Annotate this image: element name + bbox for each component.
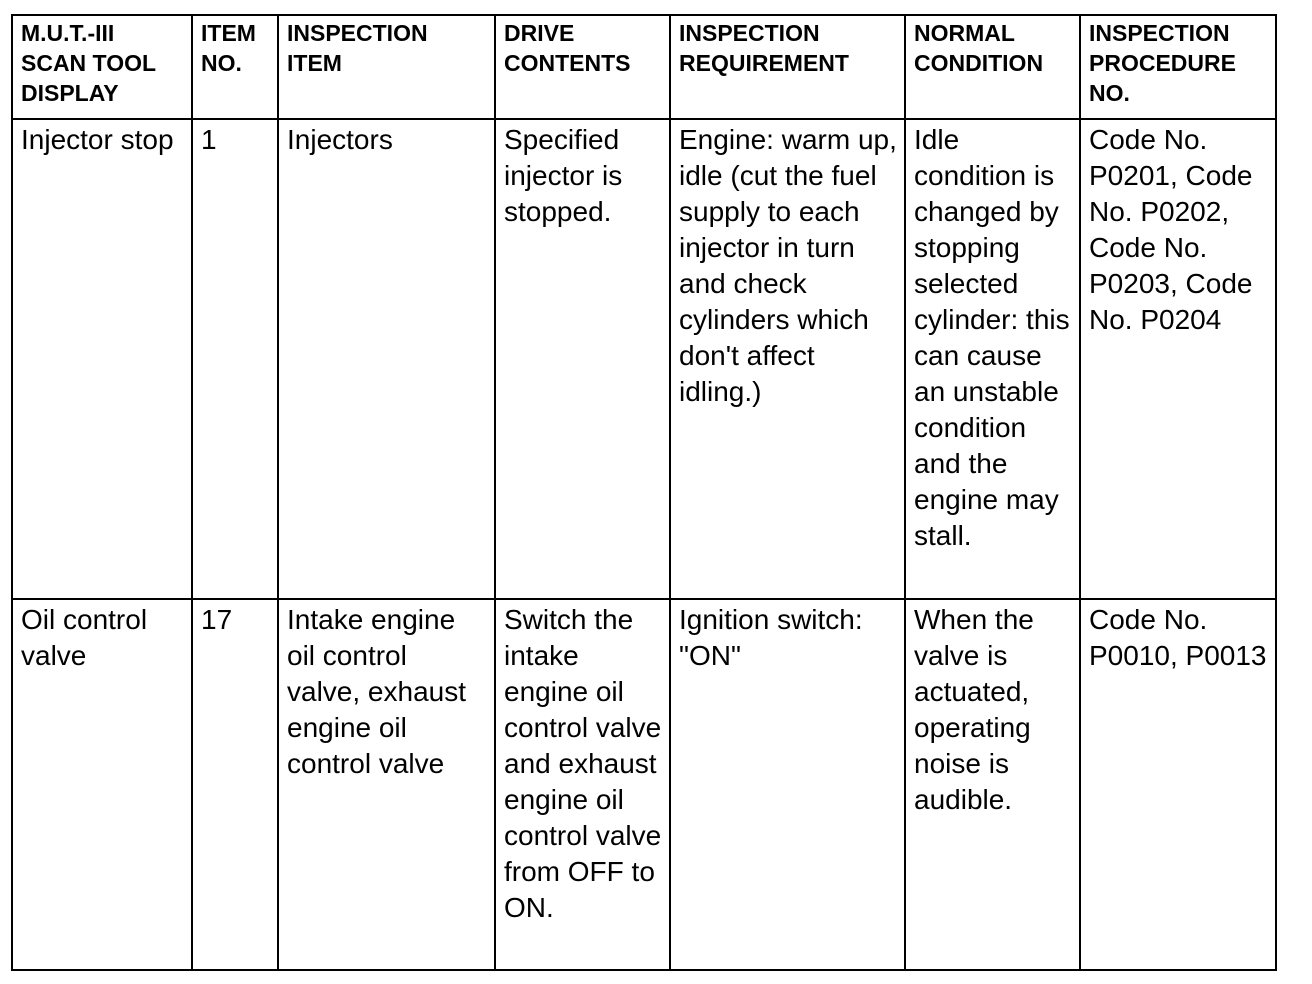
cell-inspection-requirement: Ignition switch: "ON" bbox=[670, 599, 905, 970]
cell-scan-tool-display: Oil control valve bbox=[12, 599, 192, 970]
cell-drive-contents: Specified injector is stopped. bbox=[495, 119, 670, 599]
header-drive-contents: DRIVE CONTENTS bbox=[495, 15, 670, 119]
cell-item-no: 1 bbox=[192, 119, 278, 599]
header-normal-condition: NORMAL CONDITION bbox=[905, 15, 1080, 119]
cell-scan-tool-display: Injector stop bbox=[12, 119, 192, 599]
cell-inspection-item: Injectors bbox=[278, 119, 495, 599]
cell-inspection-procedure-no: Code No. P0010, P0013 bbox=[1080, 599, 1276, 970]
actuator-test-table bbox=[11, 14, 1277, 971]
header-inspection-procedure-no: INSPECTION PROCEDURE NO. bbox=[1080, 15, 1276, 119]
table-header-row bbox=[12, 15, 1276, 119]
cell-item-no: 17 bbox=[192, 599, 278, 970]
table-row bbox=[12, 599, 1276, 970]
cell-normal-condition: Idle condition is changed by stopping selected cylinder: this can cause an unstable condition and the engine may stall. bbox=[905, 119, 1080, 599]
header-scan-tool-display: M.U.T.-III SCAN TOOL DISPLAY bbox=[12, 15, 192, 119]
cell-inspection-item: Intake engine oil control valve, exhaust engine oil control valve bbox=[278, 599, 495, 970]
table-row bbox=[12, 119, 1276, 599]
header-inspection-requirement: INSPECTION REQUIREMENT bbox=[670, 15, 905, 119]
cell-inspection-procedure-no: Code No. P0201, Code No. P0202, Code No. P0203, Code No. P0204 bbox=[1080, 119, 1276, 599]
cell-normal-condition: When the valve is actuated, operating noise is audible. bbox=[905, 599, 1080, 970]
cell-drive-contents: Switch the intake engine oil control valve and exhaust engine oil control valve from OFF to ON. bbox=[495, 599, 670, 970]
cell-inspection-requirement: Engine: warm up, idle (cut the fuel supply to each injector in turn and check cylinders which don't affect idling.) bbox=[670, 119, 905, 599]
header-item-no: ITEM NO. bbox=[192, 15, 278, 119]
header-inspection-item: INSPECTION ITEM bbox=[278, 15, 495, 119]
